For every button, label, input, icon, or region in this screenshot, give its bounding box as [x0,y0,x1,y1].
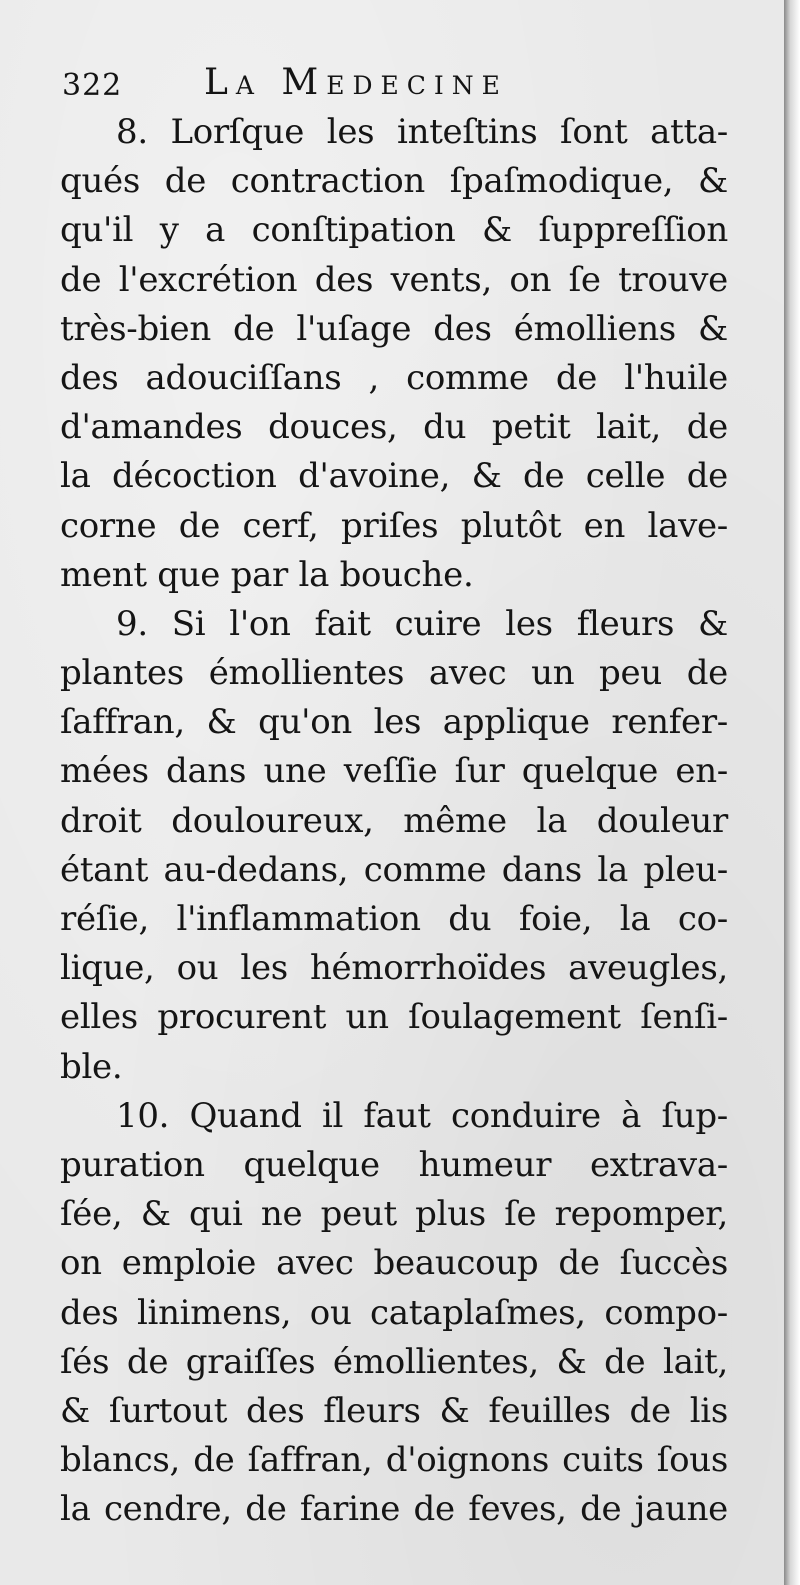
page-number: 322 [62,68,123,103]
text-body [60,108,728,1534]
text-line: on emploie avec beaucoup de ſuccès [60,1243,728,1284]
text-line: ſés de graiſſes émollientes, & de lait, [60,1341,728,1382]
text-line: des adouciſſans , comme de l'huile [60,357,728,398]
text-line: de l'excrétion des vents, on ſe trouve [60,259,728,300]
text-line: ble. [60,1046,123,1087]
text-line: corne de cerf, priſes plutôt en lave- [60,505,728,546]
text-line: plantes émollientes avec un peu de [60,653,728,694]
text-line: elles procurent un ſoulagement ſenſi- [60,997,728,1038]
page-edge-shadow [784,0,800,1585]
paragraph-10 [60,1092,728,1535]
text-line: 9. Si l'on fait cuire les fleurs & [116,603,728,644]
text-line: ſée, & qui ne peut plus ſe repomper, [60,1194,728,1235]
text-line: mées dans une veſſie ſur quelque en- [60,751,728,792]
text-line: d'amandes douces, du petit lait, de [60,407,728,448]
text-line: qués de contraction ſpaſmodique, & [60,161,728,202]
text-line: puration quelque humeur extrava- [60,1144,728,1185]
running-title: La Medecine [204,62,508,103]
text-line: très-bien de l'uſage des émolliens & [60,308,728,349]
text-line: étant au-dedans, comme dans la pleu- [60,849,728,890]
text-line: la décoction d'avoine, & de celle de [60,456,728,497]
text-line: 8. Lorſque les inteſtins ſont atta- [116,112,728,152]
text-line: réſie, l'inflammation du foie, la co- [60,899,728,939]
text-line: 10. Quand il faut conduire à ſup- [116,1095,728,1136]
text-line: des linimens, ou cataplaſmes, compo- [60,1292,728,1333]
paragraph-9 [60,600,728,1092]
text-line: ſaffran, & qu'on les applique renfer- [60,702,728,743]
text-line: ment que par la bouche. [60,554,474,595]
text-line: droit douloureux, même la douleur [60,800,728,841]
paragraph-8 [60,108,728,600]
text-line: qu'il y a conſtipation & ſuppreſſion [60,210,728,251]
text-line: & ſurtout des fleurs & feuilles de lis [60,1390,728,1431]
text-line: la cendre, de farine de feves, de jaune [60,1489,728,1530]
text-line: blancs, de ſaffran, d'oignons cuits ſous [60,1440,728,1481]
text-line: lique, ou les hémorrhoïdes aveugles, [60,948,728,989]
running-header [62,62,762,106]
